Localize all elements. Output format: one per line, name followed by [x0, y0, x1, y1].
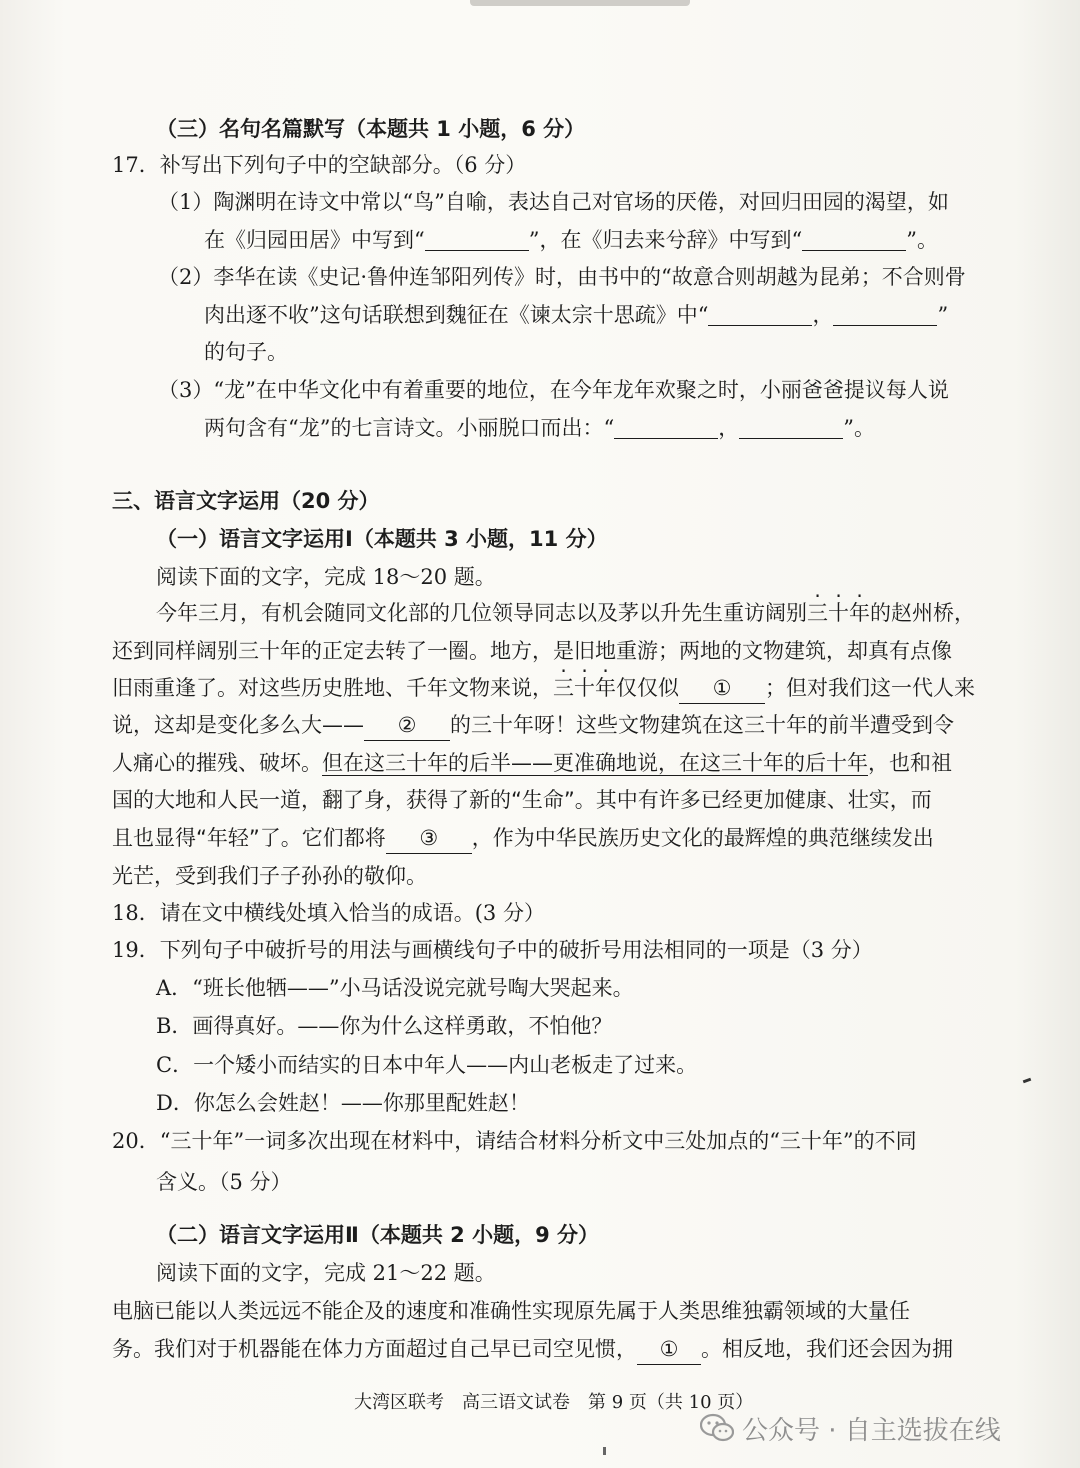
question-19-stem: 19．下列句子中破折号的用法与画横线句子中的破折号用法相同的一项是（3 分） — [112, 938, 873, 962]
passage-line-2: 还到同样阔别三十年的正定去转了一圈。地方，是旧地重游；两地的文物建筑，却真有点像 — [112, 639, 952, 663]
wechat-icon — [700, 1413, 734, 1443]
reading-instruction-2: 阅读下面的文字，完成 21～22 题。 — [156, 1261, 496, 1285]
text-span: 两句含有“龙”的七言诗文。小丽脱口而出：“ — [204, 416, 615, 440]
question-17-part2-line1: （2）李华在读《史记·鲁仲连邹阳列传》时，由书中的“故意合则胡越为昆弟；不合则骨 — [158, 265, 966, 289]
text-span: 今年三月，有机会随同文化部的几位领导同志以及茅以升先生重访阔别 — [156, 601, 807, 625]
text-span: 在《归园田居》中写到“ — [204, 228, 425, 252]
text-span: 仅仅似 — [616, 676, 679, 700]
question-17-part3-line1: （3）“龙”在中华文化中有着重要的地位，在今年龙年欢聚之时，小丽爸爸提议每人说 — [158, 378, 949, 402]
question-19-option-c[interactable]: C．一个矮小而结实的日本中年人——内山老板走了过来。 — [156, 1053, 698, 1077]
emphasis-dot-char: 三 — [553, 676, 574, 700]
passage-line-6: 国的大地和人民一道，翻了身，获得了新的“生命”。其中有许多已经更加健康、壮实，而 — [112, 788, 932, 812]
text-span: ， — [718, 416, 740, 440]
text-span: 说，这却是变化多么大—— — [112, 713, 364, 737]
text-span: 的赵州桥， — [870, 601, 975, 625]
answer-blank[interactable] — [739, 416, 843, 439]
watermark — [700, 1408, 1001, 1448]
question-20-line2: 含义。（5 分） — [156, 1170, 292, 1194]
answer-blank[interactable] — [802, 228, 906, 251]
text-span: ”。 — [843, 416, 875, 440]
answer-blank[interactable] — [425, 228, 529, 251]
passage2-blank-1[interactable]: ① — [637, 1334, 701, 1365]
text-span: ”，在《归去来兮辞》中写到“ — [528, 228, 803, 252]
page-footer: 大湾区联考 高三语文试卷 第 9 页（共 10 页） — [354, 1392, 754, 1413]
reading-instruction-1: 阅读下面的文字，完成 18～20 题。 — [156, 565, 496, 589]
answer-blank[interactable] — [833, 303, 937, 326]
text-span: 。相反地，我们还会因为拥 — [701, 1337, 953, 1361]
idiom-blank-1[interactable]: ① — [679, 673, 765, 704]
question-19-option-b[interactable]: B．画得真好。——你为什么这样勇敢，不怕他？ — [156, 1014, 613, 1038]
emphasis-dot-char: 年 — [849, 601, 870, 625]
text-span: ；但对我们这一代人来 — [765, 676, 975, 700]
section-heading-recitation: （三）名句名篇默写（本题共 1 小题，6 分） — [156, 117, 586, 141]
question-17-part3-line2 — [204, 413, 875, 443]
text-span: ” — [937, 303, 949, 327]
passage2-line-1: 电脑已能以人类远远不能企及的速度和准确性实现原先属于人类思维独霸领域的大量任 — [112, 1299, 910, 1323]
question-17-part2-line3: 的句子。 — [204, 340, 288, 364]
answer-blank[interactable] — [708, 303, 812, 326]
text-span: 且也显得“年轻”了。它们都将 — [112, 826, 386, 850]
answer-blank[interactable] — [614, 416, 718, 439]
section-heading-language-use-1: （一）语言文字运用Ⅰ（本题共 3 小题，11 分） — [156, 527, 608, 551]
question-19-option-a[interactable]: A．“班长他牺——”小马话没说完就号啕大哭起来。 — [156, 976, 634, 1000]
question-20-line1: 20．“三十年”一词多次出现在材料中，请结合材料分析文中三处加点的“三十年”的不同 — [112, 1129, 917, 1153]
text-span: 务。我们对于机器能在体力方面超过自己早已司空见惯， — [112, 1337, 637, 1361]
passage-line-5 — [112, 748, 952, 778]
emphasis-dot-char: 十 — [828, 601, 849, 625]
emphasis-dot-char: 十 — [574, 676, 595, 700]
question-17-stem: 17．补写出下列句子中的空缺部分。（6 分） — [112, 153, 527, 177]
passage-line-7 — [112, 823, 934, 854]
section-heading-language-use-2: （二）语言文字运用Ⅱ（本题共 2 小题，9 分） — [156, 1223, 599, 1247]
passage-line-1 — [156, 598, 975, 628]
question-17-part2-line2 — [204, 300, 948, 330]
watermark-text: 公众号 · 自主选拔在线 — [742, 1415, 1001, 1446]
text-span: 的三十年呀！这些文物建筑在这三十年的前半遭受到令 — [450, 713, 954, 737]
idiom-blank-3[interactable]: ③ — [386, 823, 472, 854]
emphasis-dot-char: 年 — [595, 676, 616, 700]
question-19-option-d[interactable]: D．你怎么会姓赵！——你那里配姓赵！ — [156, 1091, 530, 1115]
scan-mark — [1023, 1078, 1032, 1084]
text-span: ，也和祖 — [868, 751, 952, 775]
text-span: ， — [812, 303, 834, 327]
text-span: ，作为中华民族历史文化的最辉煌的典范继续发出 — [471, 826, 934, 850]
passage-line-3 — [112, 673, 975, 704]
passage2-line-2 — [112, 1334, 953, 1365]
question-17-part1-line2 — [204, 225, 938, 255]
passage-line-4 — [112, 710, 954, 741]
text-span: 人痛心的摧残、破坏。 — [112, 751, 322, 775]
idiom-blank-2[interactable]: ② — [364, 710, 450, 741]
text-span: 旧雨重逢了。对这些历史胜地、千年文物来说， — [112, 676, 553, 700]
text-span: ”。 — [906, 228, 938, 252]
part-heading-language-use: 三、语言文字运用（20 分） — [112, 489, 380, 513]
scan-mark — [603, 1447, 606, 1455]
underlined-sentence: 但在这三十年的后半——更准确地说，在这三十年的后十年 — [322, 751, 868, 775]
scan-top-edge — [470, 0, 690, 6]
emphasis-dot-char: 三 — [807, 601, 828, 625]
text-span: 肉出逐不收”这句话联想到魏征在《谏太宗十思疏》中“ — [204, 303, 709, 327]
question-18: 18．请在文中横线处填入恰当的成语。(3 分） — [112, 901, 545, 925]
question-17-part1-line1: （1）陶渊明在诗文中常以“鸟”自喻，表达自己对官场的厌倦，对回归田园的渴望，如 — [158, 190, 949, 214]
passage-line-8: 光芒，受到我们子子孙孙的敬仰。 — [112, 864, 427, 888]
